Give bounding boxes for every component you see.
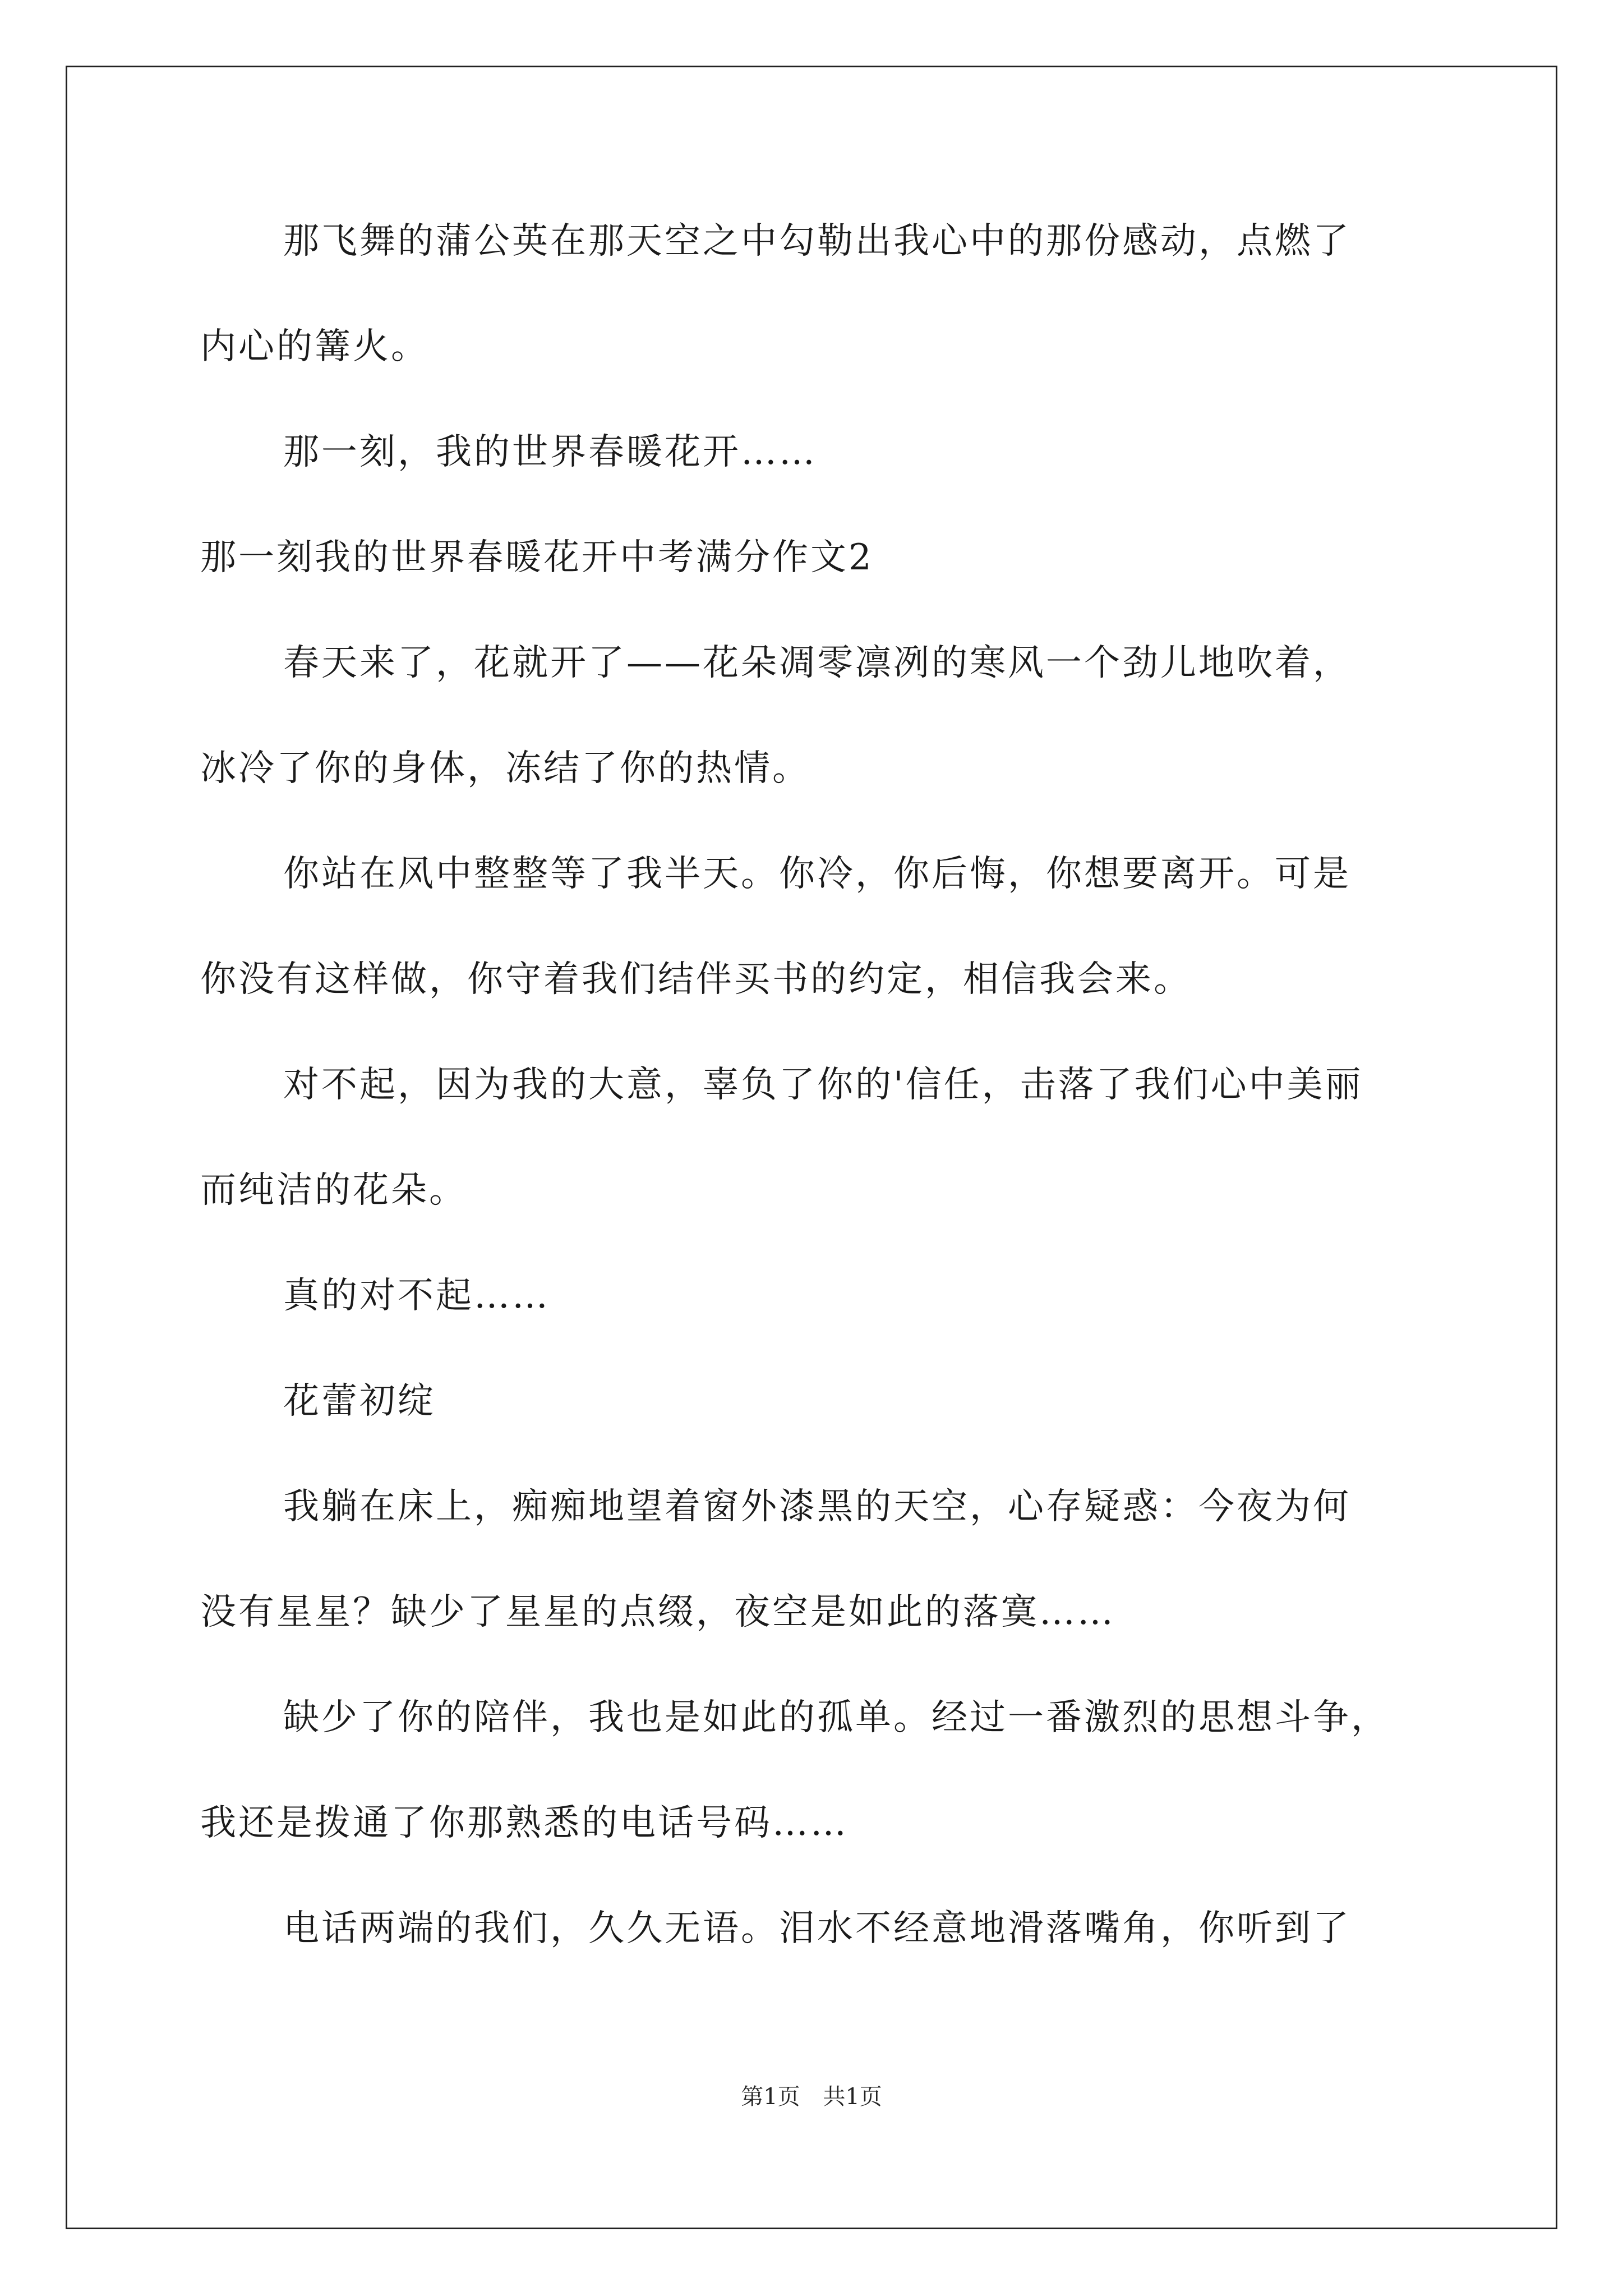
paragraph-line: 那飞舞的蒲公英在那天空之中勾勒出我心中的那份感动，点燃了	[283, 220, 1351, 262]
paragraph-line: 真的对不起……	[283, 1275, 550, 1317]
paragraph-line: 缺少了你的陪伴，我也是如此的孤单。经过一番激烈的思想斗争，	[283, 1697, 1389, 1738]
paragraph-line: 我躺在床上，痴痴地望着窗外漆黑的天空，心存疑惑：今夜为何	[283, 1486, 1351, 1527]
paragraph-line: 对不起，因为我的大意，辜负了你的'信任，击落了我们心中美丽	[283, 1064, 1363, 1106]
paragraph-line: 电话两端的我们，久久无语。泪水不经意地滑落嘴角，你听到了	[283, 1908, 1351, 1949]
paragraph-line: 冰冷了你的身体，冻结了你的热情。	[200, 748, 810, 789]
page-number: 第1页	[741, 2084, 800, 2110]
paragraph-line: 那一刻，我的世界春暖花开……	[283, 431, 817, 473]
paragraph-line: 我还是拨通了你那熟悉的电话号码……	[200, 1802, 849, 1844]
subheading: 花蕾初绽	[283, 1381, 436, 1422]
paragraph-line: 而纯洁的花朵。	[200, 1170, 467, 1211]
paragraph-line: 春天来了，花就开了——花朵凋零凛冽的寒风一个劲儿地吹着，	[283, 642, 1351, 684]
paragraph-line: 你站在风中整整等了我半天。你冷，你后悔，你想要离开。可是	[283, 853, 1351, 895]
page-total: 共1页	[823, 2084, 882, 2110]
paragraph-line: 没有星星？缺少了星星的点缀，夜空是如此的落寞……	[200, 1591, 1115, 1633]
page-footer	[0, 2083, 1623, 2111]
paragraph-line: 你没有这样做，你守着我们结伴买书的约定，相信我会来。	[200, 959, 1192, 1000]
paragraph-line: 内心的篝火。	[200, 326, 429, 367]
section-heading: 那一刻我的世界春暖花开中考满分作文2	[200, 537, 874, 578]
page-border	[66, 66, 1557, 2229]
